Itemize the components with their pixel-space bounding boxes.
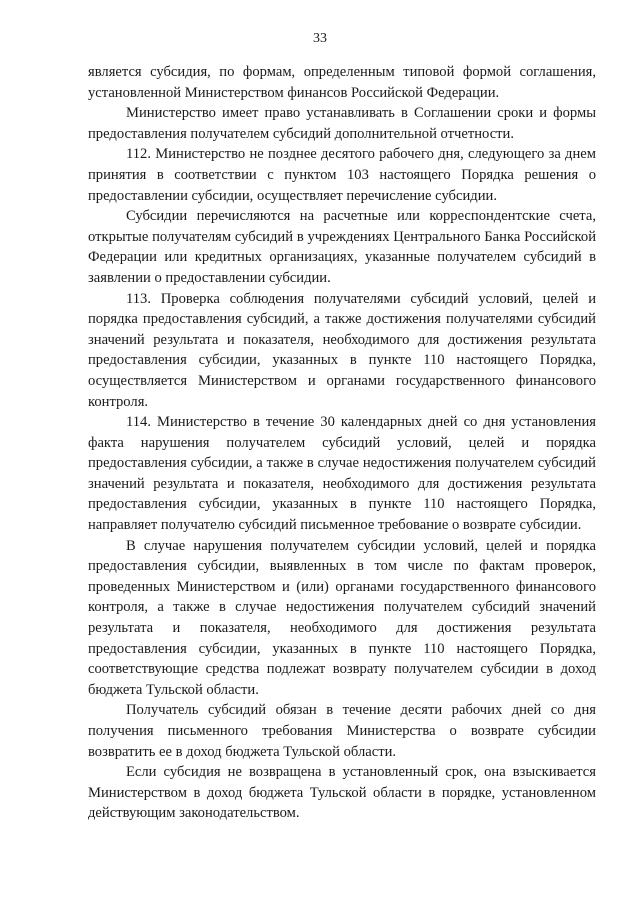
paragraph-recovery: Если субсидия не возвращена в установленный срок, она взыскивается Министерством в доход бюджета Тульской области в порядке, установленном действующим законодательством. xyxy=(88,764,596,822)
paragraph-continuation: является субсидия, по формам, определенным типовой формой соглашения, установленной Министерством финансов Российской Федерации. xyxy=(88,64,596,101)
page-number: 33 xyxy=(313,31,327,46)
paragraph-subsidy-accounts: Субсидии перечисляются на расчетные или корреспондентские счета, открытые получателям субсидий в учреждениях Центрального Банка Российской Федерации или кредитных организациях, указанные получателем субсидий в заявлении о предоставлении субсидии. xyxy=(88,208,596,286)
paragraph-violation-return: В случае нарушения получателем субсидии условий, целей и порядка предоставления субсидии, выявленных в том числе по фактам проверок, проведенных Министерством и (или) органами государственного финансового контроля, а также в случае недостижения получателем субсидий значений результата и показателя, необходимого для достижения результата предоставления субсидии, указанных в пункте 110 настоящего Порядка, соответствующие средства подлежат возврату получателем субсидии в доход бюджета Тульской области. xyxy=(88,537,596,698)
paragraph-return-deadline: Получатель субсидий обязан в течение десяти рабочих дней со дня получения письменного требования Министерства о возврате субсидии возвратить ее в доход бюджета Тульской области. xyxy=(88,702,596,760)
paragraph-clause-114: 114. Министерство в течение 30 календарных дней со дня установления факта нарушения получателем субсидий условий, целей и порядка предоставления субсидии, а также в случае недостижения получателем субсидий значений результата и показателя, необходимого для достижения результата предоставления субсидии, указанных в пункте 110 настоящего Порядка, направляет получателю субсидий письменное требование о возврате субсидии. xyxy=(88,414,596,534)
paragraph-clause-112: 112. Министерство не позднее десятого рабочего дня, следующего за днем принятия в соответствии с пунктом 103 настоящего Порядка решения о предоставлении субсидии, осуществляет перечисление субсидии. xyxy=(88,146,596,204)
paragraph-clause-113: 113. Проверка соблюдения получателями субсидий условий, целей и порядка предоставления субсидий, а также достижения получателями субсидий значений результата и показателя, необходимого для достижения результата предоставления субсидии, указанных в пункте 110 настоящего Порядка, осуществляется Министерством и органами государственного финансового контроля. xyxy=(88,290,596,410)
paragraph-reporting-terms: Министерство имеет право устанавливать в Соглашении сроки и формы предоставления получателем субсидий дополнительной отчетности. xyxy=(88,105,596,142)
document-body xyxy=(88,62,596,824)
